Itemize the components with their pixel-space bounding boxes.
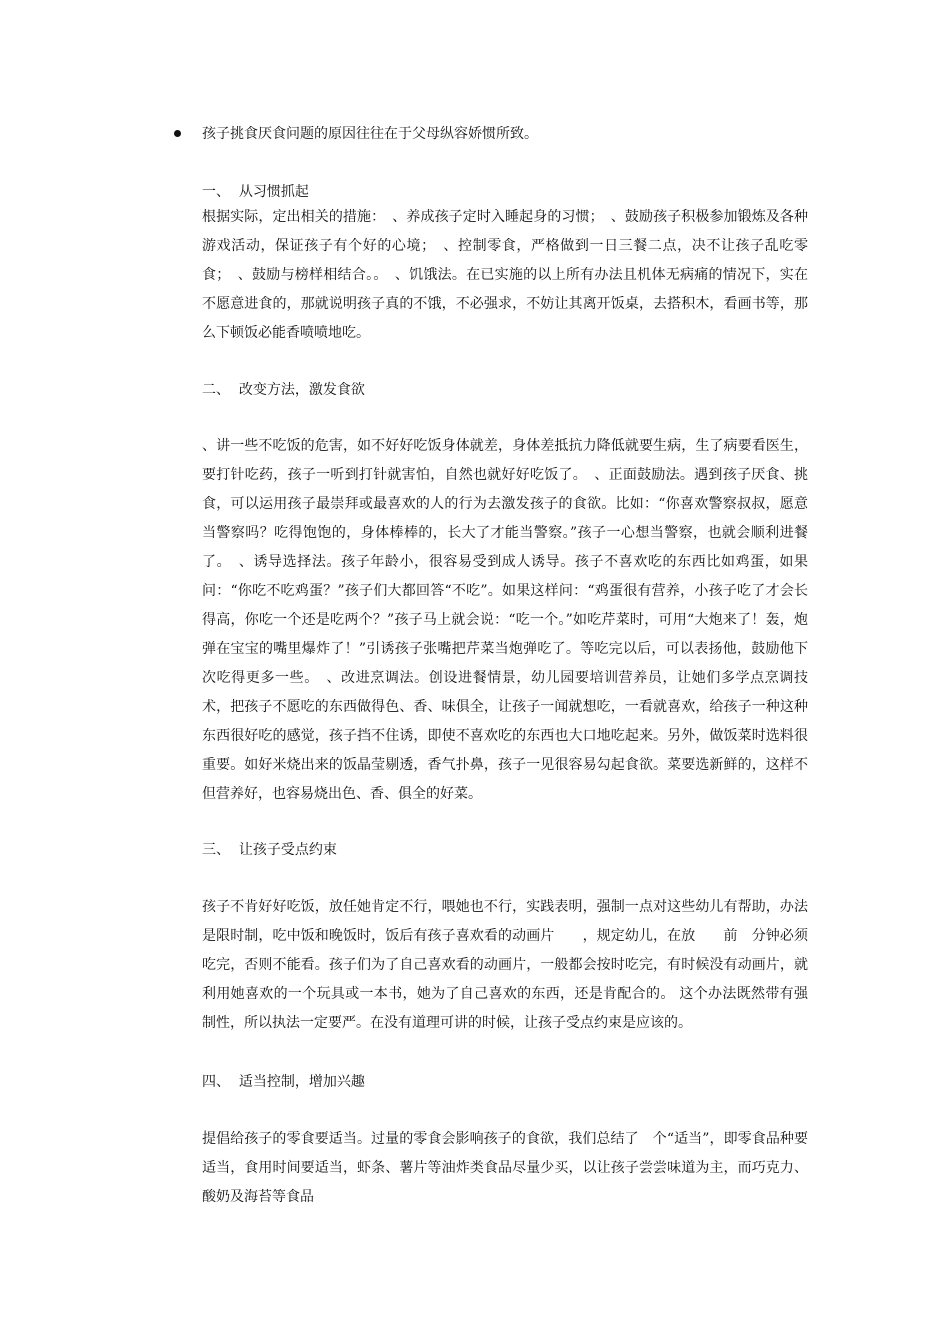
section-body-1: 根据实际，定出相关的措施： 、养成孩子定时入睡起身的习惯； 、鼓励孩子积极参加锻炼及各种游戏活动，保证孩子有个好的心境； 、控制零食，严格做到一日三餐二点，决不让孩子乱吃零食； 、鼓励与榜样相结合。。 、饥饿法。在已实施的以上所有办法且机体无病痛的情况下，实在不愿意进食的，那就说明孩子真的不饿，不必强求，不妨让其离开饭桌，去搭积木，看画书等，那么下顿饭必能香喷喷地吃。 bbox=[202, 209, 808, 341]
section-heading-1: 一、 从习惯抓起 bbox=[202, 184, 309, 200]
bullet-dot-icon bbox=[174, 130, 181, 137]
intro-text: 孩子挑食厌食问题的原因往往在于父母纵容娇惯所致。 bbox=[202, 126, 538, 142]
section-heading-2: 二、 改变方法，激发食欲 bbox=[202, 382, 365, 398]
section-body-2: 、讲一些不吃饭的危害，如不好好吃饭身体就差，身体差抵抗力降低就要生病，生了病要看医生，要打针吃药，孩子一听到打针就害怕，自然也就好好吃饭了。 、正面鼓励法。遇到孩子厌食、挑食，可以运用孩子最崇拜或最喜欢的人的行为去激发孩子的食欲。比如：“你喜欢警察叔叔，愿意当警察吗？吃得饱饱的，身体棒棒的，长大了才能当警察。”孩子一心想当警察，也就会顺利进餐了。 、诱导选择法。孩子年龄小，很容易受到成人诱导。孩子不喜欢吃的东西比如鸡蛋，如果问：“你吃不吃鸡蛋？”孩子们大都回答“不吃”。如果这样问：“鸡蛋很有营养，小孩子吃了才会长得高，你吃一个还是吃两个？”孩子马上就会说：“吃一个。”如吃芹菜时，可用“大炮来了！轰，炮弹在宝宝的嘴里爆炸了！”引诱孩子张嘴把芹菜当炮弹吃了。等吃完以后，可以表扬他，鼓励他下次吃得更多一些。 、改进烹调法。创设进餐情景，幼儿园要培训营养员，让她们多学点烹调技术，把孩子不愿吃的东西做得色、香、味俱全，让孩子一闻就想吃，一看就喜欢，给孩子一种这种东西很好吃的感觉，孩子挡不住诱，即使不喜欢吃的东西也大口地吃起来。另外，做饭菜时选料很重要。如好米烧出来的饭晶莹剔透，香气扑鼻，孩子一见很容易勾起食欲。菜要选新鲜的，这样不但营养好，也容易烧出色、香、俱全的好菜。 bbox=[202, 438, 808, 802]
section-heading-4: 四、 适当控制，增加兴趣 bbox=[202, 1074, 365, 1090]
section-heading-3: 三、 让孩子受点约束 bbox=[202, 842, 337, 858]
section-body-3: 孩子不肯好好吃饭，放任她肯定不行，喂她也不行，实践表明，强制一点对这些幼儿有帮助，办法是限时制，吃中饭和晚饭时，饭后有孩子喜欢看的动画片 ，规定幼儿，在放 前 分钟必须吃完，否则不能看。孩子们为了自己喜欢看的动画片，一般都会按时吃完，有时候没有动画片，就利用她喜欢的一个玩具或一本书，她为了自己喜欢的东西，还是肯配合的。 这个办法既然带有强制性，所以执法一定要严。在没有道理可讲的时候，让孩子受点约束是应该的。 bbox=[202, 899, 808, 1031]
section-body-4: 提倡给孩子的零食要适当。过量的零食会影响孩子的食欲，我们总结了 个“适当”，即零食品种要适当，食用时间要适当，虾条、薯片等油炸类食品尽量少买，以让孩子尝尝味道为主，而巧克力、酸奶及海苔等食品 bbox=[202, 1131, 808, 1205]
